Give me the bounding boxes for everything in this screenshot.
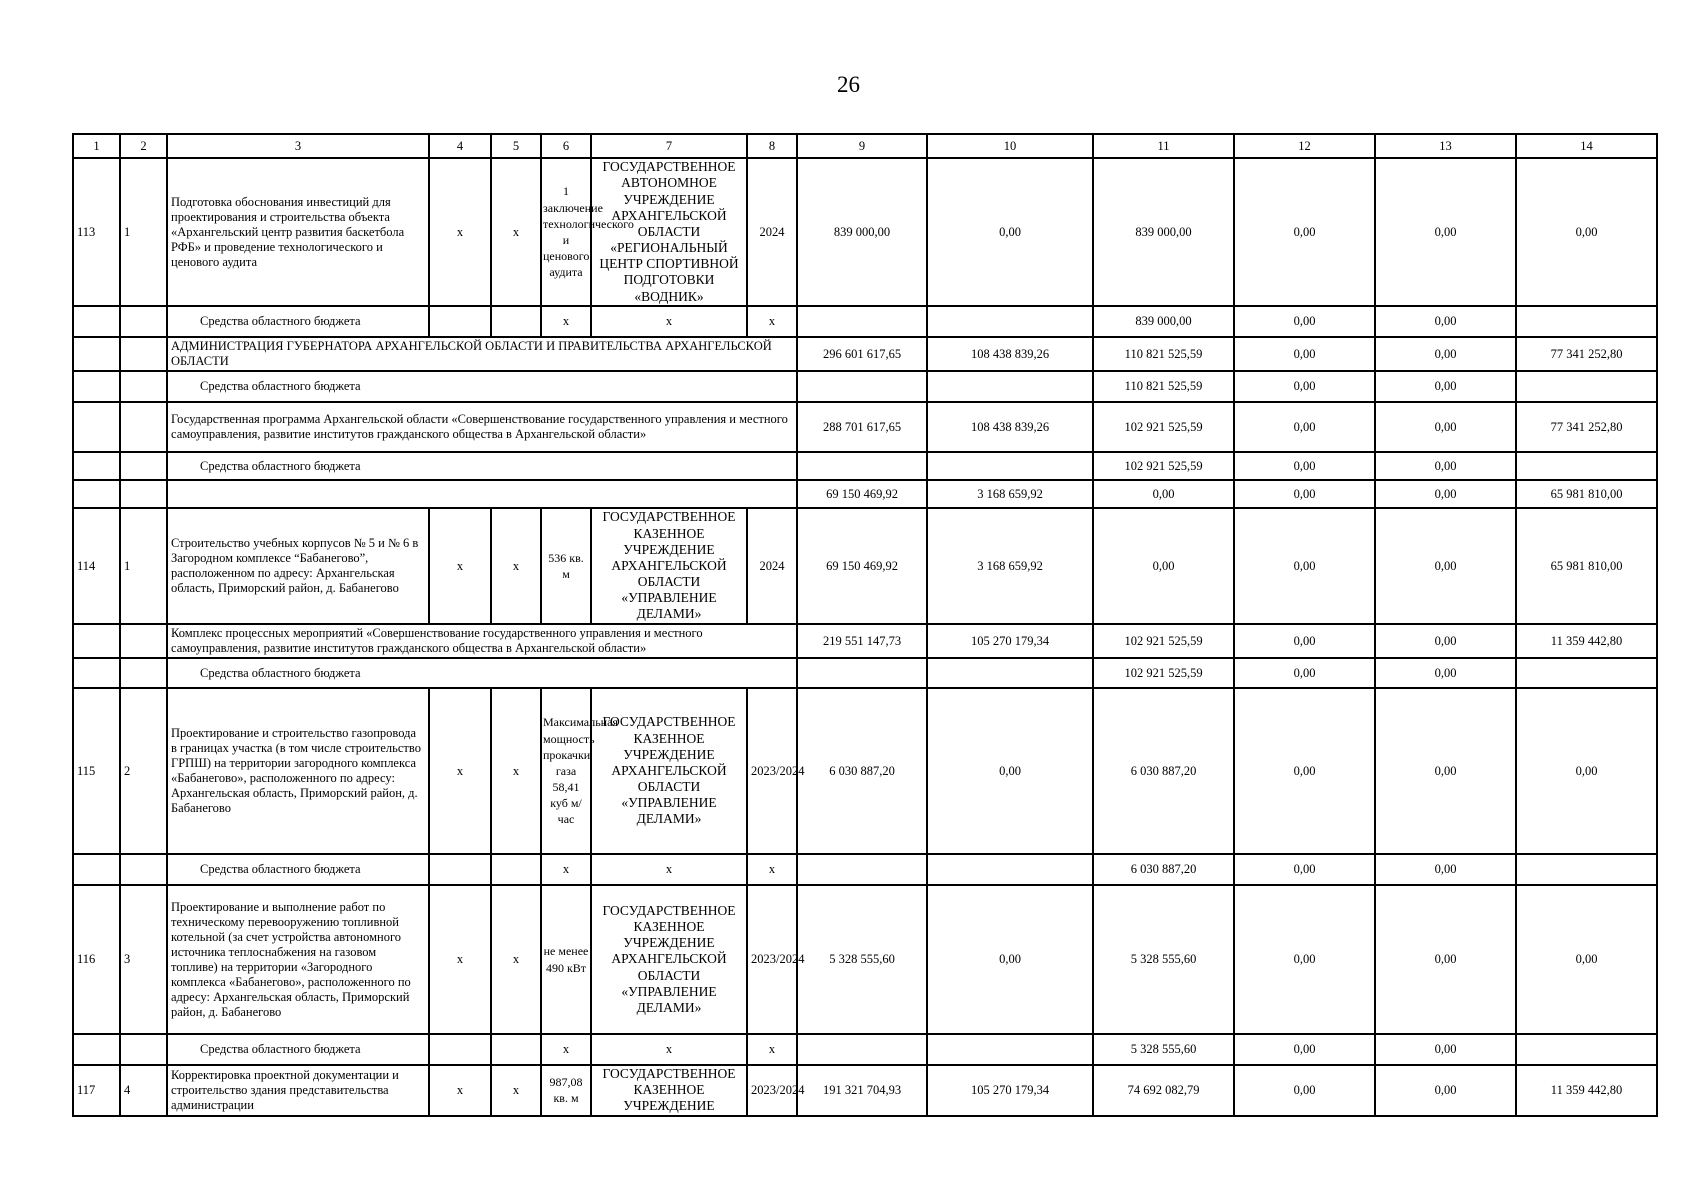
amount-cell: 11 359 442,80 bbox=[1516, 1065, 1657, 1116]
amount-cell: 0,00 bbox=[1375, 854, 1516, 885]
amount-cell: 0,00 bbox=[1516, 688, 1657, 854]
amount-cell: 110 821 525,59 bbox=[1093, 371, 1234, 402]
amount-cell: 102 921 525,59 bbox=[1093, 402, 1234, 452]
column-header: 12 bbox=[1234, 134, 1375, 158]
row-index: 113 bbox=[73, 158, 120, 306]
amount-cell: 0,00 bbox=[1375, 508, 1516, 624]
item-name: Строительство учебных корпусов № 5 и № 6 в Загородном комплексе “Бабанегово”, расположенном по адресу: Архангельская область, Приморский район, д. Бабанегово bbox=[167, 508, 429, 624]
amount-cell: 0,00 bbox=[1234, 452, 1375, 480]
page-number: 26 bbox=[837, 72, 860, 97]
amount-cell: 0,00 bbox=[1234, 688, 1375, 854]
capacity-cell: 987,08 кв. м bbox=[541, 1065, 591, 1116]
table-row bbox=[73, 688, 1657, 854]
section-title: АДМИНИСТРАЦИЯ ГУБЕРНАТОРА АРХАНГЕЛЬСКОЙ ОБЛАСТИ И ПРАВИТЕЛЬСТВА АРХАНГЕЛЬСКОЙ ОБЛАСТИ bbox=[167, 337, 797, 371]
amount-cell: 0,00 bbox=[1375, 337, 1516, 371]
amount-cell: 0,00 bbox=[1375, 158, 1516, 306]
cell: х bbox=[429, 508, 491, 624]
cell: х bbox=[491, 688, 541, 854]
amount-cell: 0,00 bbox=[1234, 1065, 1375, 1116]
amount-cell: 69 150 469,92 bbox=[797, 480, 927, 508]
cell: х bbox=[429, 1065, 491, 1116]
organization-cell: ГОСУДАРСТВЕННОЕ КАЗЕННОЕ УЧРЕЖДЕНИЕ АРХАНГЕЛЬСКОЙ ОБЛАСТИ «УПРАВЛЕНИЕ ДЕЛАМИ» bbox=[591, 688, 747, 854]
amount-cell: 108 438 839,26 bbox=[927, 337, 1093, 371]
organization-cell: ГОСУДАРСТВЕННОЕ КАЗЕННОЕ УЧРЕЖДЕНИЕ bbox=[591, 1065, 747, 1116]
amount-cell: 0,00 bbox=[1375, 658, 1516, 688]
table-row bbox=[73, 337, 1657, 371]
column-header: 2 bbox=[120, 134, 167, 158]
amount-cell: 219 551 147,73 bbox=[797, 624, 927, 658]
item-number: 2 bbox=[120, 688, 167, 854]
capacity-cell: Максимальная мощность прокачки газа 58,41 куб м/час bbox=[541, 688, 591, 854]
amount-cell: 6 030 887,20 bbox=[797, 688, 927, 854]
organization-cell: ГОСУДАРСТВЕННОЕ КАЗЕННОЕ УЧРЕЖДЕНИЕ АРХАНГЕЛЬСКОЙ ОБЛАСТИ «УПРАВЛЕНИЕ ДЕЛАМИ» bbox=[591, 508, 747, 624]
cell: х bbox=[429, 885, 491, 1034]
column-header: 13 bbox=[1375, 134, 1516, 158]
amount-cell: 0,00 bbox=[1375, 371, 1516, 402]
cell: х bbox=[591, 306, 747, 337]
table-row bbox=[73, 402, 1657, 452]
column-header: 6 bbox=[541, 134, 591, 158]
column-header: 7 bbox=[591, 134, 747, 158]
amount-cell: 0,00 bbox=[1375, 688, 1516, 854]
year-cell: 2024 bbox=[747, 158, 797, 306]
item-name: Проектирование и выполнение работ по техническому перевооружению топливной котельной (за счет устройства автономного источника теплоснабжения на газовом топливе) на территории «Загородного комплекса «Бабанегово», расположенного по адресу: Архангельская область, Приморский район, д. Бабанегово bbox=[167, 885, 429, 1034]
amount-cell: 0,00 bbox=[1234, 1034, 1375, 1065]
funding-source-label: Средства областного бюджета bbox=[167, 452, 797, 480]
row-index: 114 bbox=[73, 508, 120, 624]
amount-cell: 74 692 082,79 bbox=[1093, 1065, 1234, 1116]
amount-cell: 77 341 252,80 bbox=[1516, 337, 1657, 371]
amount-cell: 0,00 bbox=[1234, 306, 1375, 337]
amount-cell: 296 601 617,65 bbox=[797, 337, 927, 371]
cell: х bbox=[491, 885, 541, 1034]
funding-source-label: Средства областного бюджета bbox=[167, 1034, 429, 1065]
amount-cell: 0,00 bbox=[1234, 885, 1375, 1034]
item-name: Корректировка проектной документации и строительство здания представительства администрации bbox=[167, 1065, 429, 1116]
column-header: 14 bbox=[1516, 134, 1657, 158]
item-number: 1 bbox=[120, 508, 167, 624]
column-header: 3 bbox=[167, 134, 429, 158]
amount-cell: 0,00 bbox=[1375, 1065, 1516, 1116]
amount-cell: 69 150 469,92 bbox=[797, 508, 927, 624]
item-number: 1 bbox=[120, 158, 167, 306]
amount-cell: 0,00 bbox=[1234, 624, 1375, 658]
column-header: 5 bbox=[491, 134, 541, 158]
amount-cell: 0,00 bbox=[1234, 402, 1375, 452]
amount-cell: 102 921 525,59 bbox=[1093, 452, 1234, 480]
table-row bbox=[73, 885, 1657, 1034]
table-row bbox=[73, 854, 1657, 885]
amount-cell: 0,00 bbox=[1093, 508, 1234, 624]
cell: х bbox=[491, 508, 541, 624]
funding-source-label: Средства областного бюджета bbox=[167, 658, 797, 688]
amount-cell: 0,00 bbox=[1375, 480, 1516, 508]
amount-cell: 0,00 bbox=[1375, 402, 1516, 452]
funding-source-label: Средства областного бюджета bbox=[167, 371, 797, 402]
amount-cell: 65 981 810,00 bbox=[1516, 480, 1657, 508]
cell: х bbox=[591, 854, 747, 885]
amount-cell: 77 341 252,80 bbox=[1516, 402, 1657, 452]
amount-cell: 0,00 bbox=[1375, 624, 1516, 658]
amount-cell: 6 030 887,20 bbox=[1093, 854, 1234, 885]
funding-source-label: Средства областного бюджета bbox=[167, 306, 429, 337]
column-header: 9 bbox=[797, 134, 927, 158]
capacity-cell: 1 заключение технологического и ценового аудита bbox=[541, 158, 591, 306]
cell: х bbox=[541, 854, 591, 885]
cell: х bbox=[491, 1065, 541, 1116]
table-row bbox=[73, 158, 1657, 306]
amount-cell: 0,00 bbox=[1375, 885, 1516, 1034]
column-header: 1 bbox=[73, 134, 120, 158]
amount-cell: 0,00 bbox=[1516, 885, 1657, 1034]
item-number: 4 bbox=[120, 1065, 167, 1116]
amount-cell: 839 000,00 bbox=[1093, 306, 1234, 337]
table-row bbox=[73, 1034, 1657, 1065]
row-index: 116 bbox=[73, 885, 120, 1034]
amount-cell: 0,00 bbox=[1234, 508, 1375, 624]
column-header: 8 bbox=[747, 134, 797, 158]
table-row bbox=[73, 1065, 1657, 1116]
amount-cell: 0,00 bbox=[1375, 306, 1516, 337]
amount-cell: 3 168 659,92 bbox=[927, 508, 1093, 624]
year-cell: 2023/2024 bbox=[747, 688, 797, 854]
table-row bbox=[73, 658, 1657, 688]
amount-cell: 0,00 bbox=[927, 158, 1093, 306]
cell: х bbox=[429, 158, 491, 306]
amount-cell: 102 921 525,59 bbox=[1093, 658, 1234, 688]
cell: х bbox=[747, 854, 797, 885]
amount-cell: 5 328 555,60 bbox=[797, 885, 927, 1034]
table-row bbox=[73, 452, 1657, 480]
row-index: 117 bbox=[73, 1065, 120, 1116]
amount-cell: 0,00 bbox=[927, 885, 1093, 1034]
amount-cell: 105 270 179,34 bbox=[927, 624, 1093, 658]
amount-cell: 839 000,00 bbox=[797, 158, 927, 306]
organization-cell: ГОСУДАРСТВЕННОЕ КАЗЕННОЕ УЧРЕЖДЕНИЕ АРХАНГЕЛЬСКОЙ ОБЛАСТИ «УПРАВЛЕНИЕ ДЕЛАМИ» bbox=[591, 885, 747, 1034]
amount-cell: 0,00 bbox=[1234, 658, 1375, 688]
program-title: Государственная программа Архангельской области «Совершенствование государственного управления и местного самоуправления, развитие институтов гражданского общества в Архангельской области» bbox=[167, 402, 797, 452]
cell: х bbox=[541, 1034, 591, 1065]
year-cell: 2023/2024 bbox=[747, 1065, 797, 1116]
capacity-cell: 536 кв. м bbox=[541, 508, 591, 624]
column-header: 10 bbox=[927, 134, 1093, 158]
amount-cell: 105 270 179,34 bbox=[927, 1065, 1093, 1116]
year-cell: 2024 bbox=[747, 508, 797, 624]
cell: х bbox=[429, 688, 491, 854]
amount-cell: 288 701 617,65 bbox=[797, 402, 927, 452]
cell: х bbox=[491, 158, 541, 306]
amount-cell: 0,00 bbox=[1234, 371, 1375, 402]
year-cell: 2023/2024 bbox=[747, 885, 797, 1034]
process-complex-title: Комплекс процессных мероприятий «Совершенствование государственного управления и местного самоуправления, развитие институтов гражданского общества в Архангельской области» bbox=[167, 624, 797, 658]
amount-cell: 0,00 bbox=[1234, 337, 1375, 371]
cell: х bbox=[541, 306, 591, 337]
column-header: 4 bbox=[429, 134, 491, 158]
amount-cell: 110 821 525,59 bbox=[1093, 337, 1234, 371]
amount-cell: 0,00 bbox=[1234, 158, 1375, 306]
organization-cell: ГОСУДАРСТВЕННОЕ АВТОНОМНОЕ УЧРЕЖДЕНИЕ АРХАНГЕЛЬСКОЙ ОБЛАСТИ «РЕГИОНАЛЬНЫЙ ЦЕНТР СПОРТИВНОЙ ПОДГОТОВКИ «ВОДНИК» bbox=[591, 158, 747, 306]
table-row bbox=[73, 371, 1657, 402]
item-name: Подготовка обоснования инвестиций для проектирования и строительства объекта «Архангельский центр развития баскетбола РФБ» и проведение технологического и ценового аудита bbox=[167, 158, 429, 306]
funding-source-label: Средства областного бюджета bbox=[167, 854, 429, 885]
amount-cell: 6 030 887,20 bbox=[1093, 688, 1234, 854]
amount-cell: 3 168 659,92 bbox=[927, 480, 1093, 508]
amount-cell: 5 328 555,60 bbox=[1093, 1034, 1234, 1065]
cell: х bbox=[591, 1034, 747, 1065]
amount-cell: 839 000,00 bbox=[1093, 158, 1234, 306]
amount-cell: 0,00 bbox=[1234, 480, 1375, 508]
table-row bbox=[73, 480, 1657, 508]
column-header: 11 bbox=[1093, 134, 1234, 158]
amount-cell: 0,00 bbox=[927, 688, 1093, 854]
amount-cell: 0,00 bbox=[1516, 158, 1657, 306]
item-number: 3 bbox=[120, 885, 167, 1034]
amount-cell: 11 359 442,80 bbox=[1516, 624, 1657, 658]
row-index: 115 bbox=[73, 688, 120, 854]
amount-cell: 65 981 810,00 bbox=[1516, 508, 1657, 624]
cell: х bbox=[747, 1034, 797, 1065]
budget-table bbox=[72, 133, 1658, 1117]
cell: х bbox=[747, 306, 797, 337]
item-name: Проектирование и строительство газопровода в границах участка (в том числе строительство ГРПШ) на территории загородного комплекса «Бабанегово», расположенного по адресу: Архангельская область, Приморский район, д. Бабанегово bbox=[167, 688, 429, 854]
column-number-row bbox=[73, 134, 1657, 158]
amount-cell: 102 921 525,59 bbox=[1093, 624, 1234, 658]
amount-cell: 108 438 839,26 bbox=[927, 402, 1093, 452]
capacity-cell: не менее 490 кВт bbox=[541, 885, 591, 1034]
amount-cell: 191 321 704,93 bbox=[797, 1065, 927, 1116]
amount-cell: 5 328 555,60 bbox=[1093, 885, 1234, 1034]
amount-cell: 0,00 bbox=[1234, 854, 1375, 885]
table-row bbox=[73, 508, 1657, 624]
table-row bbox=[73, 306, 1657, 337]
table-row bbox=[73, 624, 1657, 658]
amount-cell: 0,00 bbox=[1093, 480, 1234, 508]
amount-cell: 0,00 bbox=[1375, 1034, 1516, 1065]
amount-cell: 0,00 bbox=[1375, 452, 1516, 480]
